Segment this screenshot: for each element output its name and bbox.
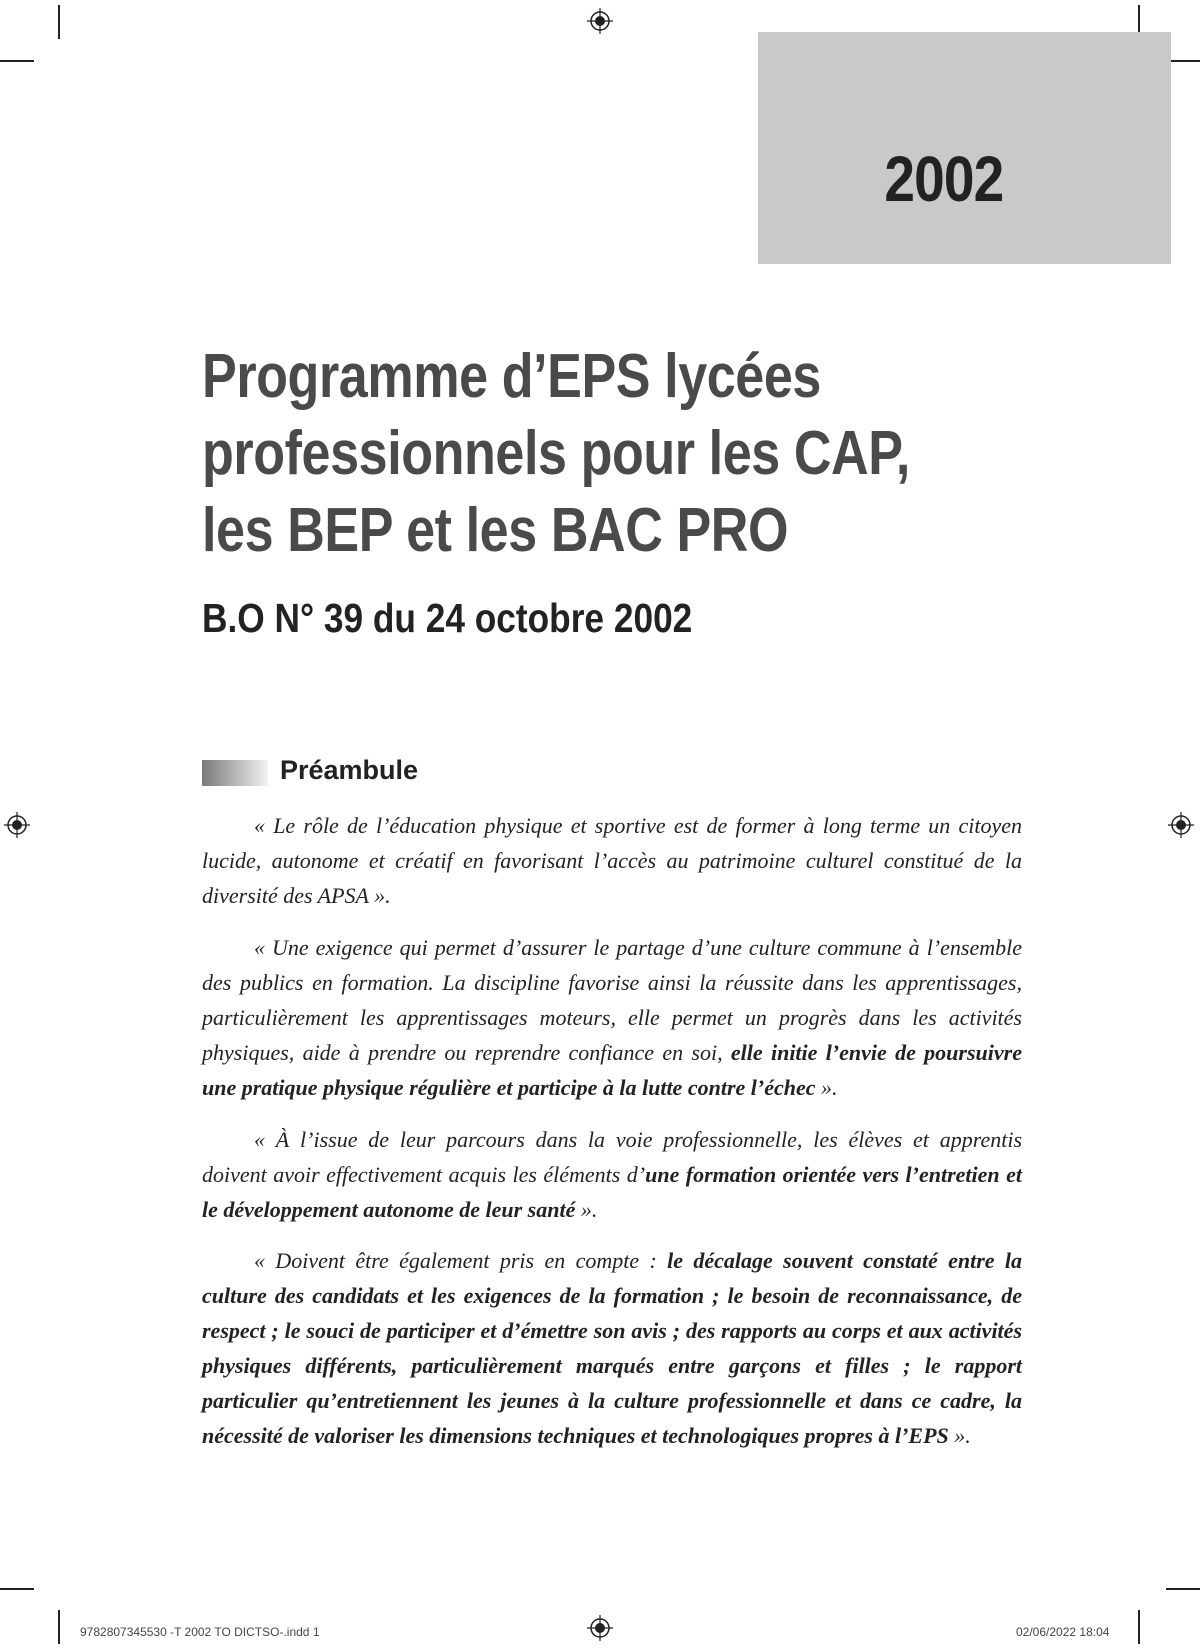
registration-mark-icon <box>587 1615 613 1641</box>
title-line: les BEP et les BAC PRO <box>202 496 789 565</box>
paragraph-text: « Doivent être également pris en compte : <box>254 1248 668 1273</box>
paragraph-text: ». <box>948 1423 971 1448</box>
crop-mark <box>1166 1588 1200 1590</box>
year-label: 2002 <box>883 143 1003 215</box>
footer-timestamp: 02/06/2022 18:04 <box>1016 1625 1110 1639</box>
paragraph-emphasis: le décalage souvent constaté entre la culture des candidats et les exigences de la formation ; le besoin de reconnaissance, de respect ; le souci de participer et d’émettre son avis ; des rapports au corps et aux activités physiques différents, particulièrement marqués entre garçons et filles ; le rapport particulier qu’entretiennent les jeunes à la culture professionnelle et dans ce cadre, la nécessité de valoriser les dimensions techniques et technologiques propres à l’EPS <box>202 1248 1022 1448</box>
paragraph-text: « Le rôle de l’éducation physique et sportive est de former à long terme un citoyen lucide, autonome et créatif en favorisant l’accès au patrimoine culturel constitué de la diversité des APSA ». <box>202 813 1022 908</box>
crop-mark <box>1138 1610 1140 1644</box>
registration-mark-icon <box>587 8 613 34</box>
crop-mark <box>1166 60 1200 62</box>
registration-mark-icon <box>4 812 30 838</box>
section-marker <box>202 760 268 786</box>
crop-mark <box>58 5 60 39</box>
subtitle: B.O N° 39 du 24 octobre 2002 <box>202 595 693 641</box>
paragraph-text: « Une exigence qui permet d’assurer le partage d’une culture commune à l’ensemble des publics en formation. La discipline favorise ainsi la réussite dans les apprentissages, particulièrement les apprentissages moteurs, elle permet un progrès dans les activités physiques, aide à prendre ou reprendre confiance en soi, <box>202 935 1022 1065</box>
title-line: Programme d’EPS lycées <box>202 342 821 411</box>
paragraph-emphasis: elle initie l’envie de poursuivre une pratique physique régulière et participe à la lutte contre l’échec <box>202 1040 1022 1100</box>
section-title: Préambule <box>280 755 419 785</box>
crop-mark <box>0 1588 34 1590</box>
paragraph-text: ». <box>815 1075 838 1100</box>
paragraph <box>202 930 1022 1105</box>
paragraph-emphasis: une formation orientée vers l’entretien et le développement autonome de leur santé <box>202 1162 1022 1222</box>
crop-mark <box>58 1610 60 1644</box>
paragraph <box>202 1122 1022 1227</box>
paragraph-text: ». <box>575 1197 598 1222</box>
footer-file-info: 9782807345530 -T 2002 TO DICTSO-.indd 1 <box>80 1625 320 1639</box>
paragraph <box>202 808 1022 913</box>
page-title <box>202 338 910 569</box>
year-banner <box>758 32 1171 264</box>
registration-mark-icon <box>1168 812 1194 838</box>
title-line: professionnels pour les CAP, <box>202 419 910 488</box>
paragraph <box>202 1243 1022 1453</box>
paragraph-text: « À l’issue de leur parcours dans la voie professionnelle, les élèves et apprentis doivent avoir effectivement acquis les éléments d’ <box>202 1127 1022 1187</box>
crop-mark <box>0 60 34 62</box>
